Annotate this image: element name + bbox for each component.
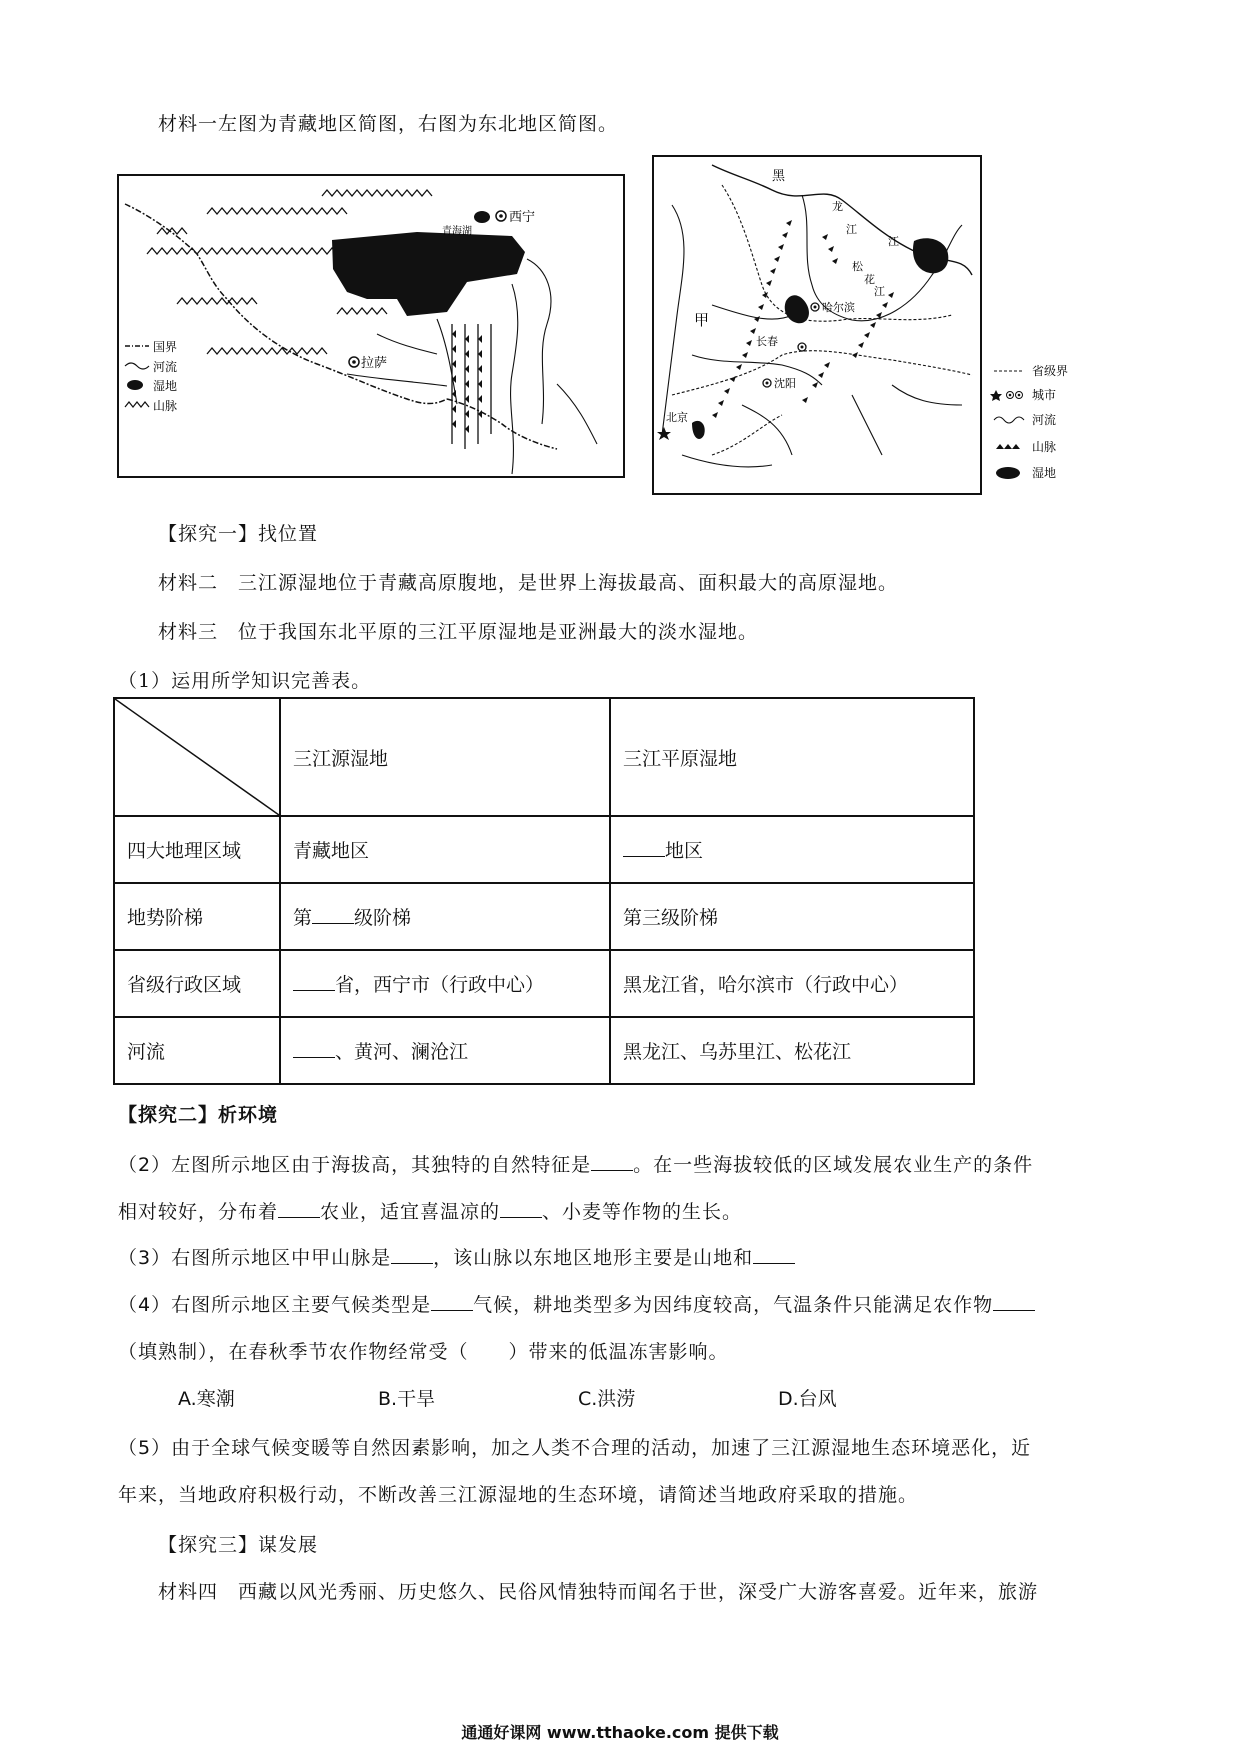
question4-line1: （4）右图所示地区主要气候类型是 气候，耕地类型多为因纬度较高，气温条件只能满足农作物 (118, 1290, 1035, 1317)
row-cell-a: 省，西宁市（行政中心） (280, 950, 610, 1017)
material4-text: 材料四 西藏以风光秀丽、历史悠久、民俗风情独特而闻名于世，深受广大游客喜爱。近年来，旅游 (158, 1581, 1039, 1603)
hei-label: 黑 (772, 168, 786, 183)
option-a[interactable]: A.寒潮 (178, 1388, 235, 1410)
row-head: 地势阶梯 (114, 883, 280, 950)
row-head: 省级行政区域 (114, 950, 280, 1017)
option-c[interactable]: C.洪涝 (578, 1388, 636, 1410)
lasa-label: 拉萨 (361, 355, 388, 370)
corner-diagonal (115, 699, 279, 815)
answer-blank[interactable] (591, 1151, 633, 1171)
legend-province-border-label: 省级界 (1032, 364, 1069, 378)
jiang-label: 江 (846, 224, 857, 236)
answer-blank[interactable] (293, 1038, 335, 1058)
question1-text: （1）运用所学知识完善表。 (118, 670, 372, 692)
table-header-col1: 三江源湿地 (280, 698, 610, 816)
shenyang-label: 沈阳 (774, 378, 796, 390)
question5-line1: （5）由于全球气候变暖等自然因素影响，加之人类不合理的活动，加速了三江源湿地生态环境恶化，近 (118, 1437, 1032, 1459)
song-label: 松 (852, 261, 863, 273)
legend-city-label: 城市 (1032, 388, 1057, 402)
material3-text: 材料三 位于我国东北平原的三江平原湿地是亚洲最大的淡水湿地。 (158, 621, 759, 643)
question2-line1: （2）左图所示地区由于海拔高，其独特的自然特征是 。在一些海拔较低的区域发展农业生产的条件 (118, 1150, 1033, 1177)
answer-blank[interactable] (312, 904, 354, 924)
answer-blank[interactable] (753, 1244, 795, 1264)
explore2-heading: 【探究二】析环境 (118, 1104, 279, 1126)
harbin-label: 哈尔滨 (822, 302, 855, 314)
legend-mountain-label-2: 山脉 (1032, 440, 1057, 454)
option-b[interactable]: B.干旱 (378, 1388, 436, 1410)
jiang3-label: 江 (874, 286, 885, 298)
answer-blank[interactable] (623, 837, 665, 857)
row-head: 四大地理区域 (114, 816, 280, 883)
row-cell-b: 黑龙江省，哈尔滨市（行政中心） (610, 950, 974, 1017)
question4-line2: （填熟制），在春秋季节农作物经常受（ ）带来的低温冻害影响。 (118, 1341, 729, 1363)
question3: （3）右图所示地区中甲山脉是 ，该山脉以东地区地形主要是山地和 (118, 1243, 795, 1270)
qinghai-tibet-map (117, 174, 625, 478)
row-cell-b: 第三级阶梯 (610, 883, 974, 950)
comparison-table (113, 697, 975, 1085)
jiang2-label: 江 (888, 236, 899, 248)
changchun-label: 长春 (756, 336, 778, 348)
table-row (114, 950, 974, 1017)
question2-line2: 相对较好，分布着 农业，适宜喜温凉的 、小麦等作物的生长。 (118, 1197, 742, 1224)
qinghai-lake-label: 青海湖 (442, 226, 472, 237)
legend-river-label: 河流 (153, 360, 178, 374)
legend-wetland-label-2: 湿地 (1032, 466, 1057, 480)
page-footer: 通通好课网 www.tthaoke.com 提供下载 (461, 1723, 779, 1742)
table-row (114, 1017, 974, 1084)
xining-label: 西宁 (509, 209, 536, 224)
legend-border-label: 国界 (153, 340, 178, 354)
legend-river-label-2: 河流 (1032, 413, 1057, 427)
beijing-label: 北京 (666, 412, 688, 424)
row-cell-b: 地区 (610, 816, 974, 883)
row-cell-a: 青藏地区 (280, 816, 610, 883)
answer-blank[interactable] (278, 1198, 320, 1218)
explore1-heading: 【探究一】找位置 (158, 523, 319, 545)
northeast-map-legend (990, 363, 1100, 483)
material1-text: 材料一左图为青藏地区简图，右图为东北地区简图。 (158, 113, 619, 135)
jia-label: 甲 (694, 312, 710, 329)
table-row (114, 816, 974, 883)
option-d[interactable]: D.台风 (778, 1388, 837, 1410)
explore3-heading: 【探究三】谋发展 (158, 1534, 319, 1556)
answer-blank[interactable] (293, 971, 335, 991)
answer-blank[interactable] (993, 1291, 1035, 1311)
table-row (114, 883, 974, 950)
row-cell-a: 第 级阶梯 (280, 883, 610, 950)
answer-blank[interactable] (391, 1244, 433, 1264)
answer-blank[interactable] (431, 1291, 473, 1311)
hua-label: 花 (864, 274, 875, 286)
row-cell-b: 黑龙江、乌苏里江、松花江 (610, 1017, 974, 1084)
answer-blank[interactable] (500, 1198, 542, 1218)
legend-mountain-label: 山脉 (153, 399, 178, 413)
row-cell-a: 、黄河、澜沧江 (280, 1017, 610, 1084)
material2-text: 材料二 三江源湿地位于青藏高原腹地，是世界上海拔最高、面积最大的高原湿地。 (158, 572, 899, 594)
table-corner-cell (114, 698, 280, 816)
legend-wetland-label: 湿地 (153, 379, 178, 393)
northeast-map (652, 155, 982, 495)
table-header-col2: 三江平原湿地 (610, 698, 974, 816)
row-head: 河流 (114, 1017, 280, 1084)
question5-line2: 年来，当地政府积极行动，不断改善三江源湿地的生态环境，请简述当地政府采取的措施。 (118, 1484, 919, 1506)
long-label: 龙 (832, 201, 843, 213)
